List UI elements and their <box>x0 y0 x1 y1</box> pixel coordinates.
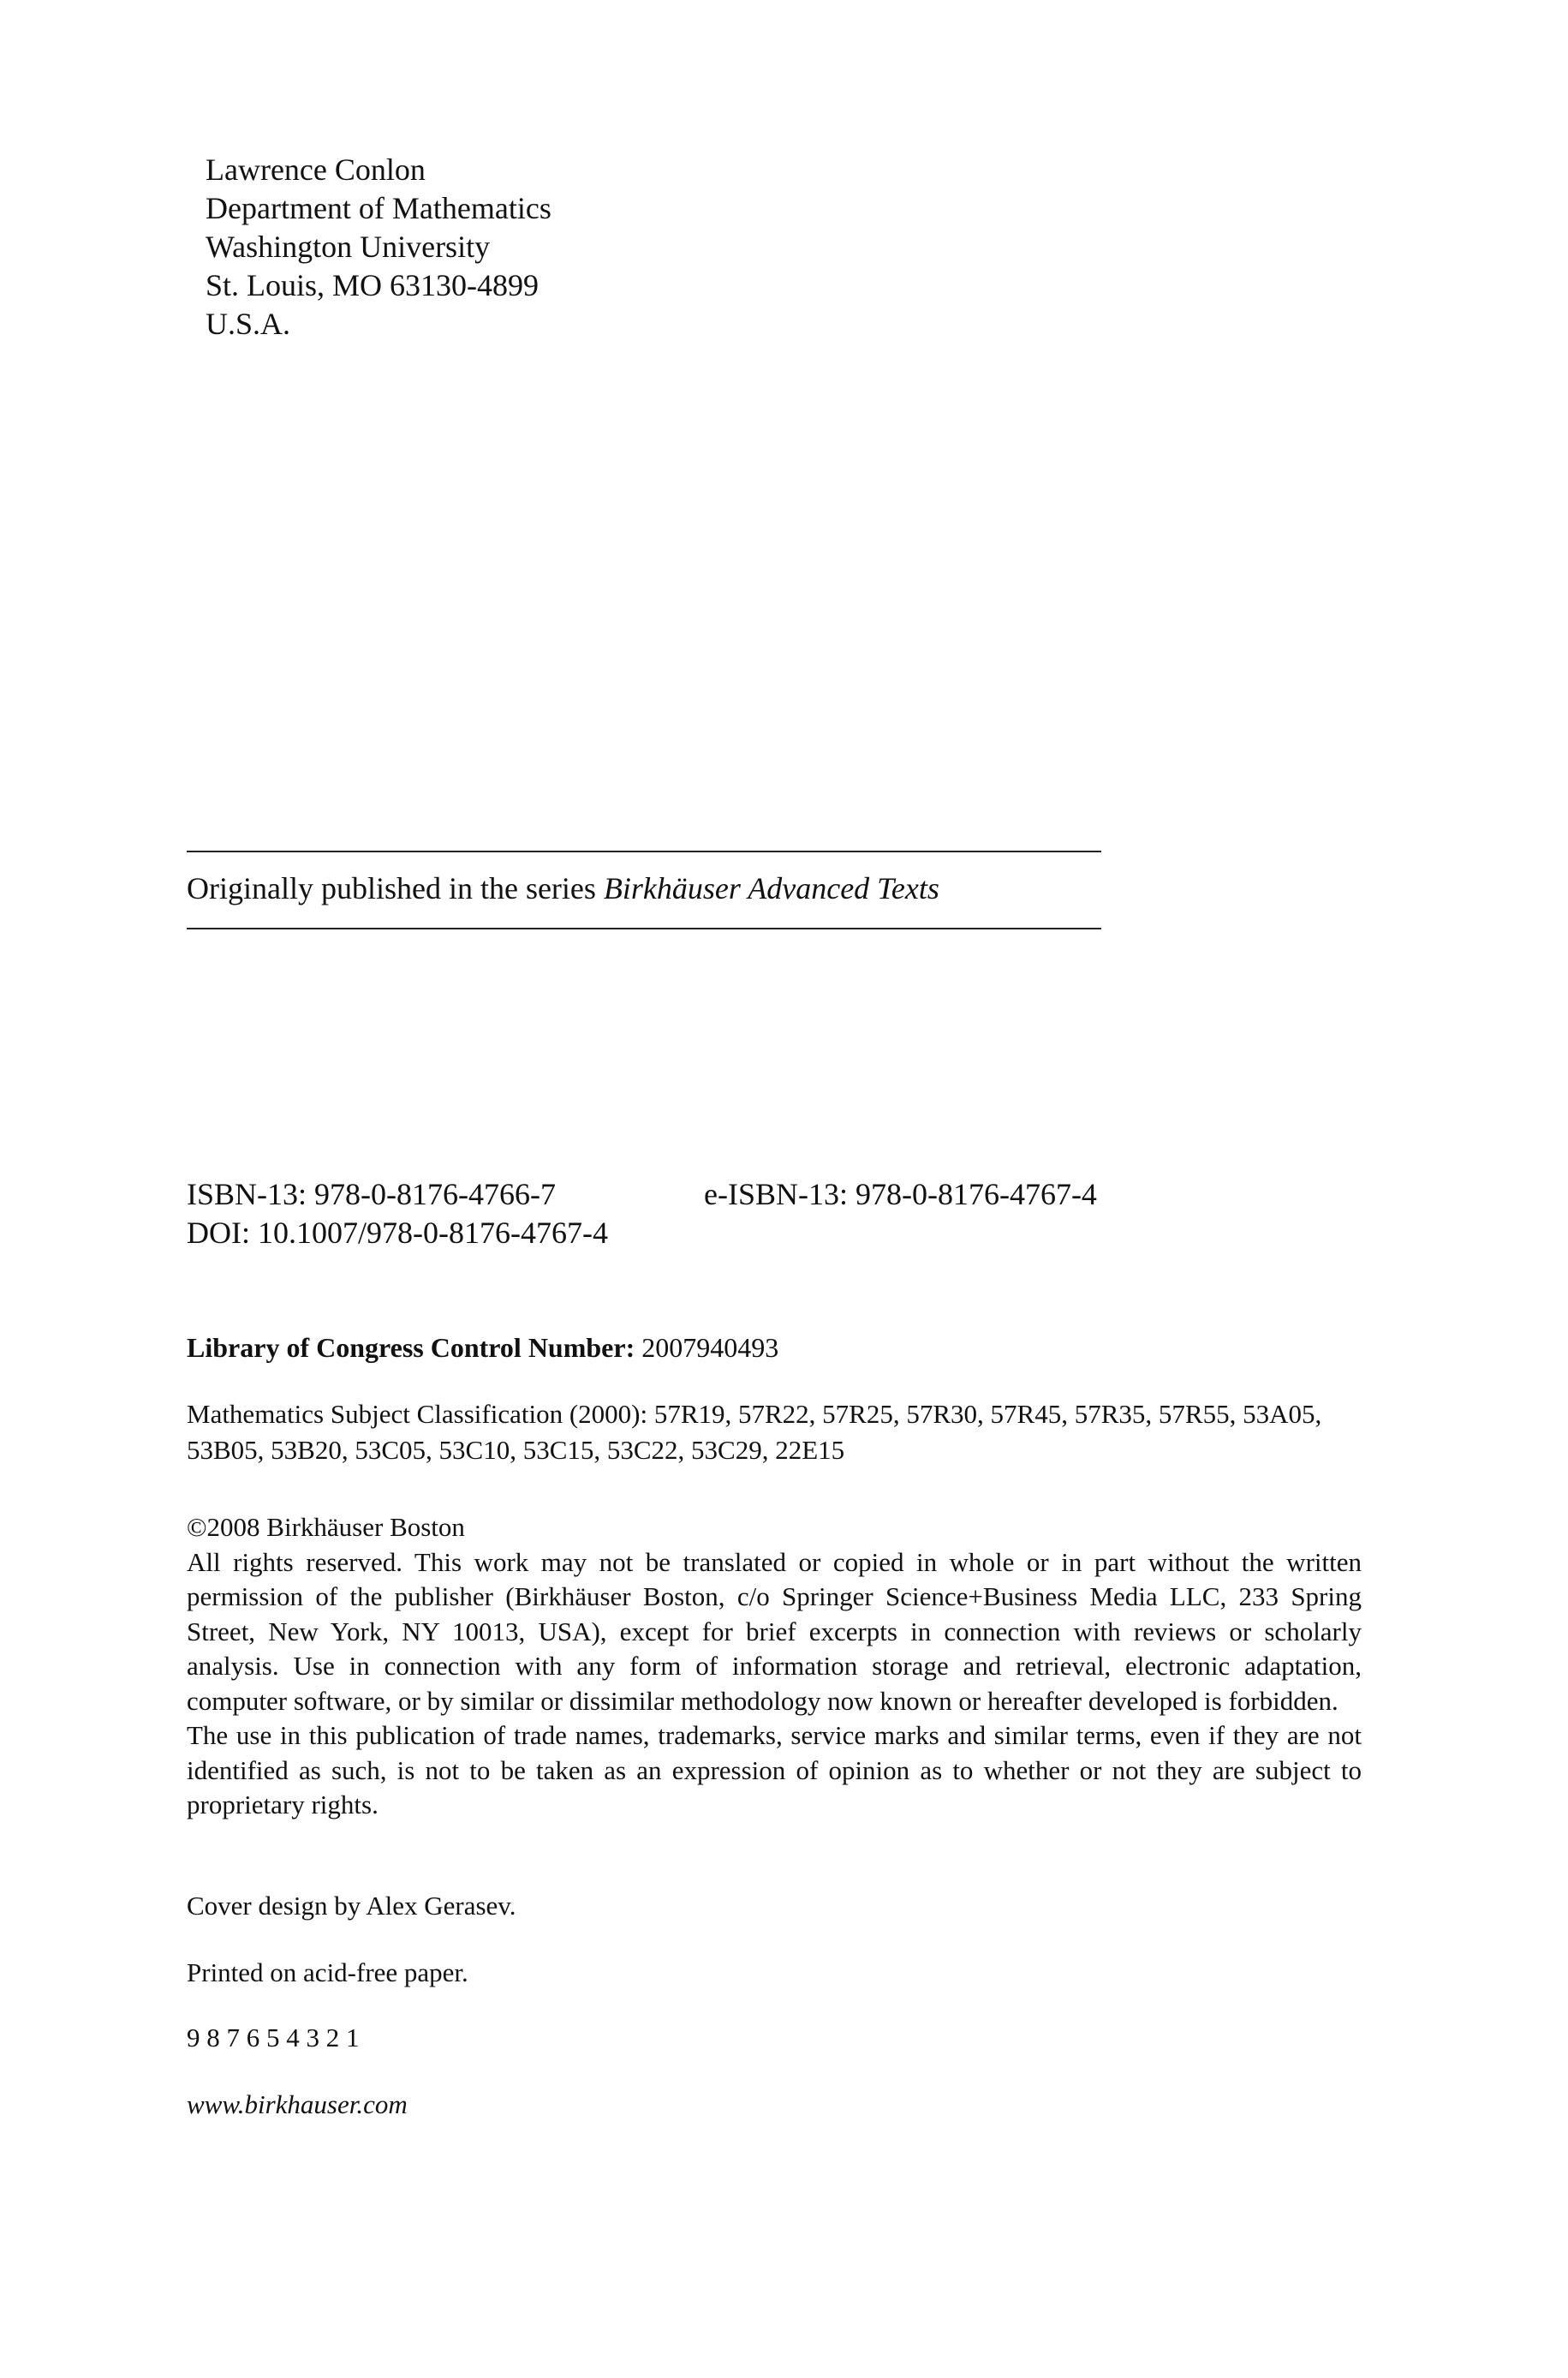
copyright-notice <box>187 1510 1362 1823</box>
paper-note: Printed on acid-free paper. <box>187 1957 468 1987</box>
author-country: U.S.A. <box>206 307 291 341</box>
series-rule-top <box>187 851 1101 852</box>
subject-classification: Mathematics Subject Classification (2000): 57R19, 57R22, 57R25, 57R30, 57R45, 57R35, 57R55, 53A05, 53B05, 53B20, 53C05, 53C10, 53C15, 53C22, 53C29, 22E15 <box>187 1399 1322 1465</box>
series-prefix: Originally published in the series <box>187 871 604 905</box>
series-note <box>187 869 939 908</box>
cover-design-credit: Cover design by Alex Gerasev. <box>187 1891 516 1921</box>
isbn-print: ISBN-13: 978-0-8176-4766-7 <box>187 1177 556 1211</box>
publisher-website: www.birkhauser.com <box>187 2089 408 2119</box>
author-name: Lawrence Conlon <box>206 152 426 187</box>
printing-line: 9 8 7 6 5 4 3 2 1 <box>187 2022 360 2052</box>
lccn-value: 2007940493 <box>635 1332 779 1363</box>
author-department: Department of Mathematics <box>206 191 551 225</box>
copyright-line: ©2008 Birkhäuser Boston <box>187 1512 465 1542</box>
doi: DOI: 10.1007/978-0-8176-4767-4 <box>187 1216 608 1250</box>
author-city: St. Louis, MO 63130-4899 <box>206 268 540 302</box>
lccn <box>187 1329 778 1365</box>
trademark-statement: The use in this publication of trade names, trademarks, service marks and similar terms, even if they are not identified as such, is not to be taken as an expression of opinion as to whether or not they are subject to proprietary rights. <box>187 1720 1362 1819</box>
lccn-label: Library of Congress Control Number: <box>187 1332 635 1363</box>
series-title: Birkhäuser Advanced Texts <box>603 871 939 905</box>
author-university: Washington University <box>206 230 491 264</box>
author-address <box>206 151 551 344</box>
isbn-electronic: e-ISBN-13: 978-0-8176-4767-4 <box>704 1177 1097 1211</box>
rights-statement: All rights reserved. This work may not be translated or copied in whole or in part without the written permission of the publisher (Birkhäuser Boston, c/o Springer Science+Business Media LLC, 233 Spring Street, New York, NY 10013, USA), except for brief excerpts in connection with reviews or scholarly analysis. Use in connection with any form of information storage and retrieval, electronic adaptation, computer software, or by similar or dissimilar methodology now known or hereafter developed is forbidden. <box>187 1546 1362 1716</box>
series-rule-bottom <box>187 928 1101 929</box>
